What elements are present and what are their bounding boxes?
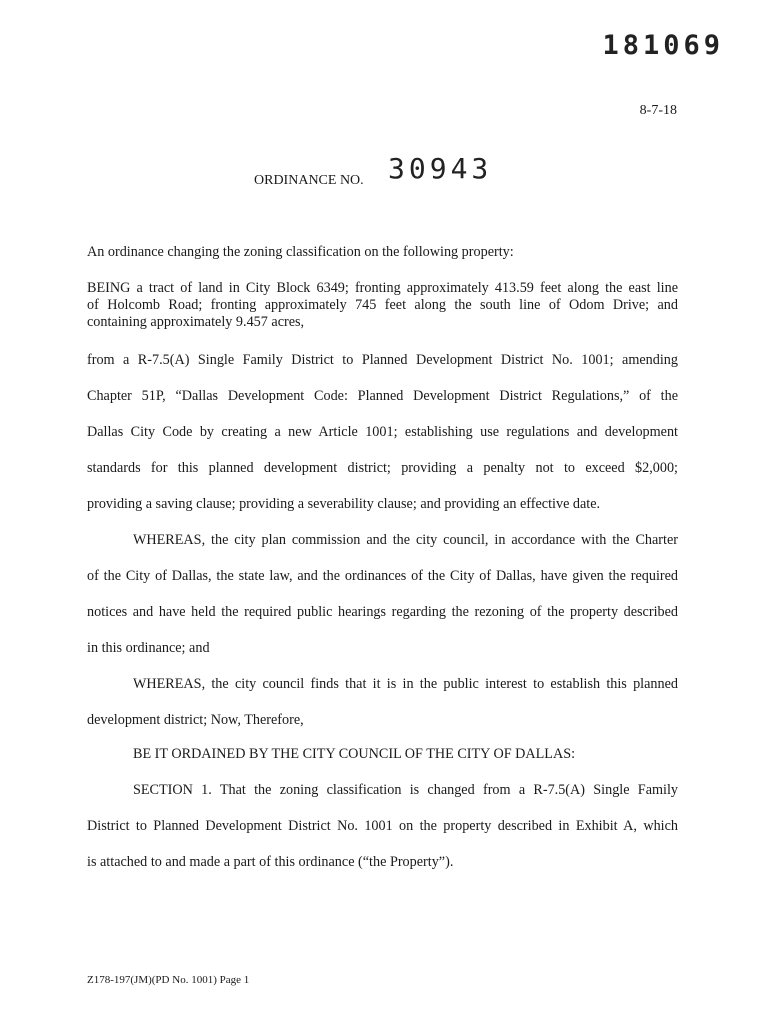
paragraph-line: of the City of Dallas, the state law, and the ordinances of the City of Dallas, have given the required <box>87 568 678 584</box>
stamp-number: 181069 <box>602 30 724 61</box>
ordinance-label: ORDINANCE NO. <box>254 173 364 188</box>
paragraph-line: in this ordinance; and <box>87 640 210 656</box>
page-footer: Z178-197(JM)(PD No. 1001) Page 1 <box>87 974 250 986</box>
property-description-line: BEING a tract of land in City Block 6349; fronting approximately 413.59 feet along the east line <box>87 280 678 296</box>
ordinance-number: 30943 <box>388 152 493 185</box>
paragraph-line: Dallas City Code by creating a new Article 1001; establishing use regulations and development <box>87 424 678 440</box>
document-date: 8-7-18 <box>639 103 677 118</box>
paragraph-line: SECTION 1. That the zoning classification is changed from a R-7.5(A) Single Family <box>133 782 678 798</box>
paragraph-line: from a R-7.5(A) Single Family District to Planned Development District No. 1001; amending <box>87 352 678 368</box>
property-description-line: of Holcomb Road; fronting approximately 745 feet along the south line of Odom Drive; and <box>87 297 678 313</box>
paragraph-line: notices and have held the required public hearings regarding the rezoning of the property described <box>87 604 678 620</box>
paragraph-line: development district; Now, Therefore, <box>87 712 304 728</box>
paragraph-line: WHEREAS, the city plan commission and the city council, in accordance with the Charter <box>133 532 678 548</box>
paragraph-line: is attached to and made a part of this ordinance (“the Property”). <box>87 854 454 870</box>
property-description-line: containing approximately 9.457 acres, <box>87 314 305 330</box>
paragraph-line: WHEREAS, the city council finds that it is in the public interest to establish this planned <box>133 676 678 692</box>
paragraph-line: Chapter 51P, “Dallas Development Code: Planned Development District Regulations,” of the <box>87 388 678 404</box>
intro-paragraph: An ordinance changing the zoning classification on the following property: <box>87 244 514 260</box>
paragraph-line: providing a saving clause; providing a severability clause; and providing an effective date. <box>87 496 601 512</box>
property-description <box>87 280 678 331</box>
be-it-ordained: BE IT ORDAINED BY THE CITY COUNCIL OF THE CITY OF DALLAS: <box>133 746 576 762</box>
paragraph-line: District to Planned Development District No. 1001 on the property described in Exhibit A, which <box>87 818 678 834</box>
paragraph-line: standards for this planned development district; providing a penalty not to exceed $2,000; <box>87 460 678 476</box>
